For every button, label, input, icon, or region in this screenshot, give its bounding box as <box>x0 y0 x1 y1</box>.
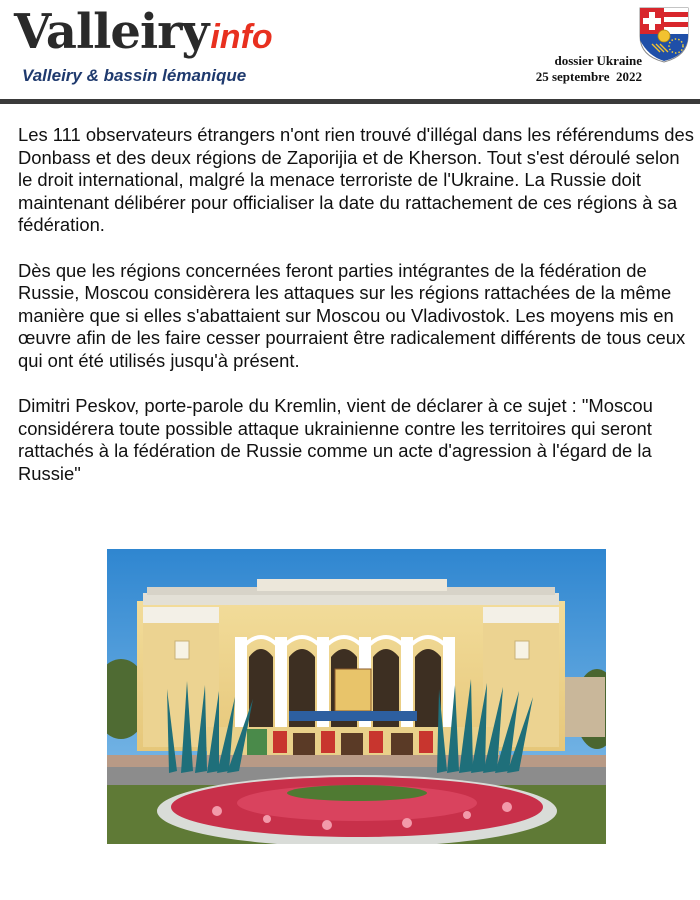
savoy-coat-of-arms-icon <box>638 6 690 64</box>
article-body <box>18 124 694 508</box>
article-paragraph: Les 111 observateurs étrangers n'ont rien trouvé d'illégal dans les référendums des Donbass et des deux régions de Zaporijia et de Kherson. Tout s'est déroulé selon le droit international, malgré la menace terroriste de l'Ukraine. La Russie doit maintenant délibérer pour officialiser la date du rattachement de ces régions à sa fédération. <box>18 124 694 235</box>
site-header <box>0 0 700 104</box>
dossier-info <box>536 53 642 85</box>
photo-illustration <box>107 549 606 844</box>
publication-date: 25 septembre 2022 <box>535 69 642 84</box>
site-tagline: Valleiry & bassin lémanique <box>22 66 247 85</box>
brand-accent: info <box>210 18 273 56</box>
dossier-label: dossier Ukraine <box>554 53 642 68</box>
brand-name: Valleiry <box>14 4 209 60</box>
article-paragraph: Dimitri Peskov, porte-parole du Kremlin, vient de déclarer à ce sujet : "Moscou considérera toute possible attaque ukrainienne contre les territoires qui seront rattachés à la fédération de Russie comme un acte d'agression à l'égard de la Russie" <box>18 395 653 484</box>
header-divider <box>0 99 700 104</box>
article-paragraph: Dès que les régions concernées feront parties intégrantes de la fédération de Russie, Moscou considèrera les attaques sur les régions rattachées de la même manière que si elles s'abattaient sur Moscou ou Vladivostok. Les moyens mis en œuvre afin de les faire cesser pourraient être radicalement différents de tous ceux qui ont été utilisés jusqu'à présent. <box>18 259 686 371</box>
site-logo[interactable] <box>14 4 273 60</box>
theatre-building-photo <box>107 549 606 844</box>
